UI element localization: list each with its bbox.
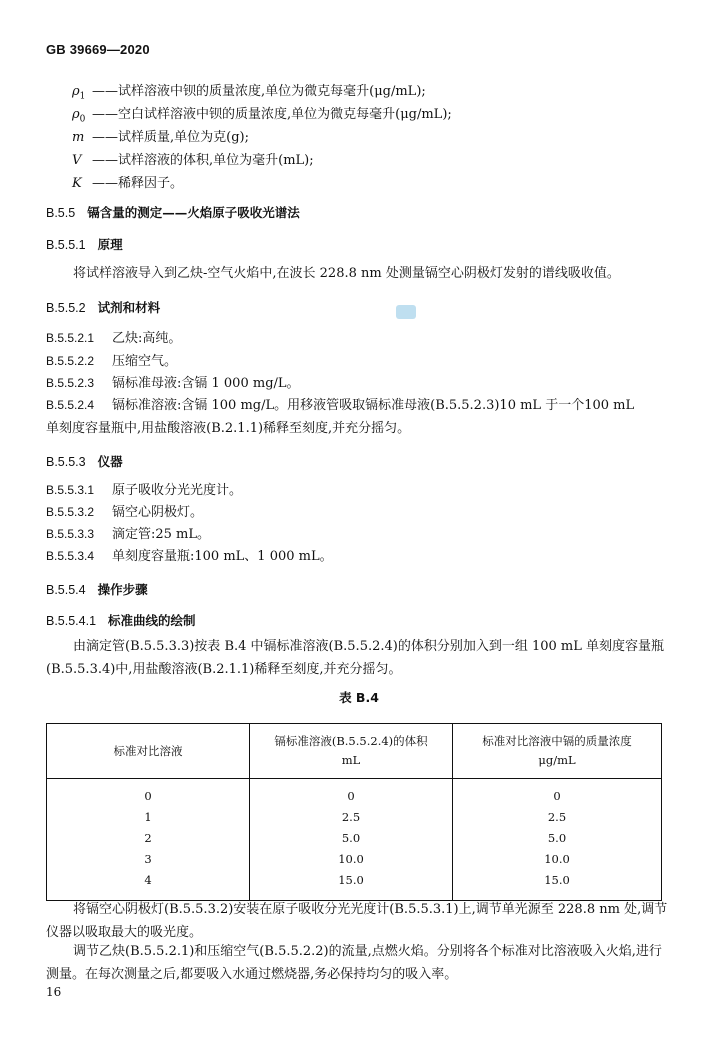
table-header-cell: 镉标准溶液(B.5.5.2.4)的体积 mL: [250, 724, 453, 779]
curve-paragraph: 由滴定管(B.5.5.3.3)按表 B.4 中镉标准溶液(B.5.5.2.4)的体积分别加入到一组 100 mL 单刻度容量瓶(B.5.5.3.4)中,用盐酸溶液(B.2.1.1)稀释至刻度,并充分摇匀。: [46, 639, 665, 677]
section-heading-b552: B.5.5.2 试剂和材料: [46, 300, 161, 315]
reagent-item: B.5.5.2.4 镉标准溶液:含镉 100 mg/L。用移液管吸取镉标准母液(B.5.5.2.3)10 mL 于一个100 mL: [46, 398, 635, 413]
definition-row: K ——稀释因子。: [72, 176, 184, 191]
instrument-item: B.5.5.3.1 原子吸收分光光度计。: [46, 483, 243, 498]
definition-row: V ——试样溶液的体积,单位为毫升(mL);: [72, 153, 314, 168]
reagent-item: B.5.5.2.2 压缩空气。: [46, 354, 178, 369]
table-row: 1 2.5 2.5: [47, 807, 662, 828]
table-row: 2 5.0 5.0: [47, 828, 662, 849]
definition-row: $\rho_1$ ——试样溶液中钡的质量浓度,单位为微克每毫升(μg/mL);: [72, 84, 426, 102]
table-row: 0 0 0: [47, 779, 662, 808]
section-heading-b551: B.5.5.1 原理: [46, 237, 123, 252]
table-header-cell: 标准对比溶液中镉的质量浓度 μg/mL: [453, 724, 662, 779]
section-heading-b55: B.5.5 镉含量的测定——火焰原子吸收光谱法: [46, 205, 300, 220]
page-number: 16: [46, 985, 62, 999]
table-row: 4 15.0 15.0: [47, 870, 662, 901]
section-heading-b553: B.5.5.3 仪器: [46, 454, 123, 469]
flame-paragraph: 调节乙炔(B.5.5.2.1)和压缩空气(B.5.5.2.2)的流量,点燃火焰。分别将各个标准对比溶液吸入火焰,进行测量。在每次测量之后,都要吸入水通过燃烧器,务必保持均匀的吸入率。: [46, 944, 662, 982]
reagent-item: B.5.5.2.3 镉标准母液:含镉 1 000 mg/L。: [46, 376, 300, 391]
definition-row: $\rho_0$ ——空白试样溶液中钡的质量浓度,单位为微克每毫升(μg/mL);: [72, 107, 452, 125]
definition-row: m ——试样质量,单位为克(g);: [72, 130, 249, 145]
variable-definitions: [72, 80, 452, 195]
lamp-paragraph: 将镉空心阴极灯(B.5.5.3.2)安装在原子吸收分光光度计(B.5.5.3.1)上,调节单光源至 228.8 nm 处,调节仪器以吸取最大的吸光度。: [46, 902, 668, 940]
standard-code-header: GB 39669—2020: [46, 42, 150, 57]
table-row: 3 10.0 10.0: [47, 849, 662, 870]
table-header-cell: 标准对比溶液: [47, 724, 250, 779]
watermark-logo: [396, 305, 416, 319]
principle-paragraph: 将试样溶液导入到乙炔-空气火焰中,在波长 228.8 nm 处测量镉空心阴极灯发射的谱线吸收值。: [73, 266, 620, 281]
instrument-item: B.5.5.3.3 滴定管:25 mL。: [46, 527, 211, 542]
reagent-item: B.5.5.2.1 乙炔:高纯。: [46, 331, 182, 346]
reagent-item-continuation: 单刻度容量瓶中,用盐酸溶液(B.2.1.1)稀释至刻度,并充分摇匀。: [46, 421, 411, 436]
standard-solution-table: [46, 723, 662, 901]
instrument-item: B.5.5.3.2 镉空心阴极灯。: [46, 505, 204, 520]
instrument-item: B.5.5.3.4 单刻度容量瓶:100 mL、1 000 mL。: [46, 549, 333, 564]
section-heading-b554: B.5.5.4 操作步骤: [46, 582, 148, 597]
table-caption: 表 B.4: [339, 690, 379, 705]
section-heading-b5541: B.5.5.4.1 标准曲线的绘制: [46, 613, 196, 628]
